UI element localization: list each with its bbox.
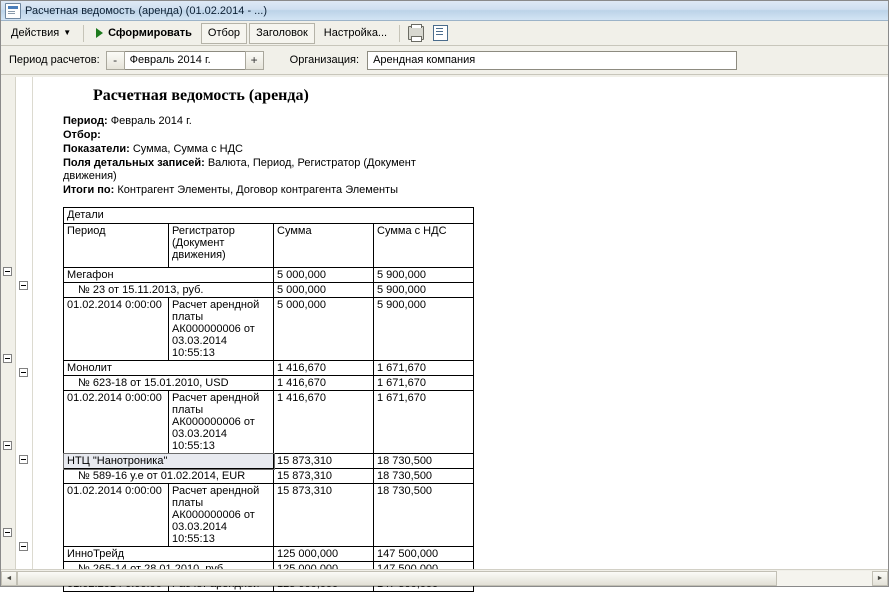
print-icon xyxy=(408,26,424,40)
group-sum-nds-cell: 5 900,000 xyxy=(374,268,474,283)
table-header-details-row xyxy=(64,208,474,224)
settings-button-label: Настройка... xyxy=(323,27,388,39)
window-title: Расчетная ведомость (аренда) (01.02.2014 - ...) xyxy=(25,4,267,17)
organization-value-text: Арендная компания xyxy=(373,54,476,66)
toolbar-separator xyxy=(83,25,84,42)
meta-totals-value: Контрагент Элементы, Договор контрагента Элементы xyxy=(117,184,398,196)
detail-period-cell: 01.02.2014 0:00:00 xyxy=(64,391,169,454)
organization-field[interactable] xyxy=(367,51,737,70)
group-sum-cell: 5 000,000 xyxy=(274,268,374,283)
detail-registrar-cell: Расчет арендной платы АК000000006 от 03.03.2014 10:55:13 xyxy=(169,391,274,454)
scroll-thumb[interactable] xyxy=(17,571,777,586)
table-row[interactable] xyxy=(64,268,474,283)
detail-sum-cell: 1 416,670 xyxy=(274,391,374,454)
meta-detail-fields-value: Валюта, Период, Регистратор (Документ движения) xyxy=(63,157,416,182)
meta-totals xyxy=(63,184,888,197)
header-button[interactable] xyxy=(249,23,315,44)
meta-indicators xyxy=(63,143,888,156)
group-sum-cell: 15 873,310 xyxy=(274,454,374,469)
collapse-toggle-group1-2[interactable] xyxy=(3,354,12,363)
detail-period-cell: 01.02.2014 0:00:00 xyxy=(64,484,169,547)
actions-menu-button[interactable] xyxy=(4,23,78,44)
report-window-icon xyxy=(5,3,21,19)
period-next-button[interactable]: + xyxy=(245,51,264,70)
meta-indicators-value: Сумма, Сумма с НДС xyxy=(132,143,244,155)
column-header-sum: Сумма xyxy=(274,224,374,268)
filter-button-label: Отбор xyxy=(207,27,241,39)
meta-detail-fields xyxy=(63,157,433,183)
main-toolbar xyxy=(1,21,888,46)
meta-detail-fields-label: Поля детальных записей: xyxy=(63,157,205,169)
group-name-cell: Монолит xyxy=(64,361,274,376)
group-sum-nds-cell: 147 500,000 xyxy=(374,547,474,562)
table-header-row xyxy=(64,224,474,268)
scroll-right-arrow-icon[interactable]: ► xyxy=(872,571,888,586)
print-preview-button[interactable] xyxy=(429,22,451,44)
period-value-field[interactable] xyxy=(125,51,245,70)
group-name-cell: ИнноТрейд xyxy=(64,547,274,562)
column-header-period: Период xyxy=(64,224,169,268)
toolbar-separator-2 xyxy=(399,25,400,42)
scroll-track[interactable] xyxy=(17,571,872,586)
detail-registrar-cell: Расчет арендной платы АК000000006 от 03.03.2014 10:55:13 xyxy=(169,484,274,547)
details-header-cell: Детали xyxy=(64,208,474,224)
generate-button[interactable] xyxy=(89,23,199,44)
collapse-toggle-group1-4[interactable] xyxy=(3,528,12,537)
chevron-down-icon: ▼ xyxy=(63,28,72,37)
table-row[interactable] xyxy=(64,454,474,469)
column-header-registrar: Регистратор (Документ движения) xyxy=(169,224,274,268)
report-title: Расчетная ведомость (аренда) xyxy=(93,87,309,104)
contract-name-cell: № 623-18 от 15.01.2010, USD xyxy=(64,376,274,391)
contract-sum-nds-cell: 18 730,500 xyxy=(374,469,474,484)
table-row[interactable] xyxy=(64,298,474,361)
parameters-bar xyxy=(1,46,888,75)
contract-sum-nds-cell: 5 900,000 xyxy=(374,283,474,298)
detail-sum-nds-cell: 1 671,670 xyxy=(374,391,474,454)
meta-period xyxy=(63,115,888,128)
meta-filter xyxy=(63,129,888,142)
print-preview-icon xyxy=(433,25,448,41)
table-row[interactable] xyxy=(64,547,474,562)
meta-totals-label: Итоги по: xyxy=(63,184,115,196)
group-sum-nds-cell: 1 671,670 xyxy=(374,361,474,376)
contract-sum-nds-cell: 1 671,670 xyxy=(374,376,474,391)
collapse-toggle-group2-3[interactable] xyxy=(19,455,28,464)
table-row[interactable] xyxy=(64,484,474,547)
table-row[interactable] xyxy=(64,361,474,376)
detail-registrar-cell: Расчет арендной платы АК000000006 от 03.03.2014 10:55:13 xyxy=(169,298,274,361)
report-canvas[interactable] xyxy=(1,77,888,570)
collapse-toggle-group1-3[interactable] xyxy=(3,441,12,450)
contract-name-cell: № 23 от 15.11.2013, руб. xyxy=(64,283,274,298)
table-row[interactable] xyxy=(64,283,474,298)
window-titlebar xyxy=(1,1,888,21)
grouping-gutter-level2 xyxy=(16,77,33,570)
report-table[interactable] xyxy=(63,207,474,592)
group-sum-nds-cell: 18 730,500 xyxy=(374,454,474,469)
meta-filter-label: Отбор: xyxy=(63,129,101,141)
contract-sum-cell: 15 873,310 xyxy=(274,469,374,484)
detail-period-cell: 01.02.2014 0:00:00 xyxy=(64,298,169,361)
actions-menu-label: Действия xyxy=(11,27,60,39)
detail-sum-nds-cell: 5 900,000 xyxy=(374,298,474,361)
period-label: Период расчетов: xyxy=(9,54,100,66)
play-icon xyxy=(96,28,103,38)
group-name-cell: Мегафон xyxy=(64,268,274,283)
table-row[interactable] xyxy=(64,469,474,484)
settings-button[interactable] xyxy=(317,23,394,44)
scroll-left-arrow-icon[interactable]: ◄ xyxy=(1,571,17,586)
table-row[interactable] xyxy=(64,391,474,454)
horizontal-scrollbar[interactable] xyxy=(1,569,888,586)
organization-label: Организация: xyxy=(289,54,360,66)
generate-button-label: Сформировать xyxy=(108,27,192,39)
collapse-toggle-group2-4[interactable] xyxy=(19,542,28,551)
print-button[interactable] xyxy=(405,22,427,44)
group-sum-cell: 1 416,670 xyxy=(274,361,374,376)
detail-sum-cell: 15 873,310 xyxy=(274,484,374,547)
grouping-gutter-level1 xyxy=(1,77,16,570)
filter-button[interactable] xyxy=(201,23,247,44)
detail-sum-cell: 5 000,000 xyxy=(274,298,374,361)
period-value-text: Февраль 2014 г. xyxy=(129,54,211,66)
group-name-cell-selected[interactable]: НТЦ "Нанотроника" xyxy=(64,454,274,469)
contract-sum-cell: 1 416,670 xyxy=(274,376,374,391)
column-header-sum-nds: Сумма с НДС xyxy=(374,224,474,268)
meta-indicators-label: Показатели: xyxy=(63,143,130,155)
contract-name-cell: № 589-16 у.е от 01.02.2014, EUR xyxy=(64,469,274,484)
meta-period-value: Февраль 2014 г. xyxy=(110,115,192,127)
collapse-toggle-group2-2[interactable] xyxy=(19,368,28,377)
meta-period-label: Период: xyxy=(63,115,108,127)
collapse-toggle-group1-1[interactable] xyxy=(3,267,12,276)
contract-sum-cell: 5 000,000 xyxy=(274,283,374,298)
detail-sum-nds-cell: 18 730,500 xyxy=(374,484,474,547)
header-button-label: Заголовок xyxy=(256,27,308,39)
period-prev-button[interactable]: - xyxy=(106,51,125,70)
group-sum-cell: 125 000,000 xyxy=(274,547,374,562)
table-row[interactable] xyxy=(64,376,474,391)
report-body xyxy=(33,77,888,570)
collapse-toggle-group2-1[interactable] xyxy=(19,281,28,290)
